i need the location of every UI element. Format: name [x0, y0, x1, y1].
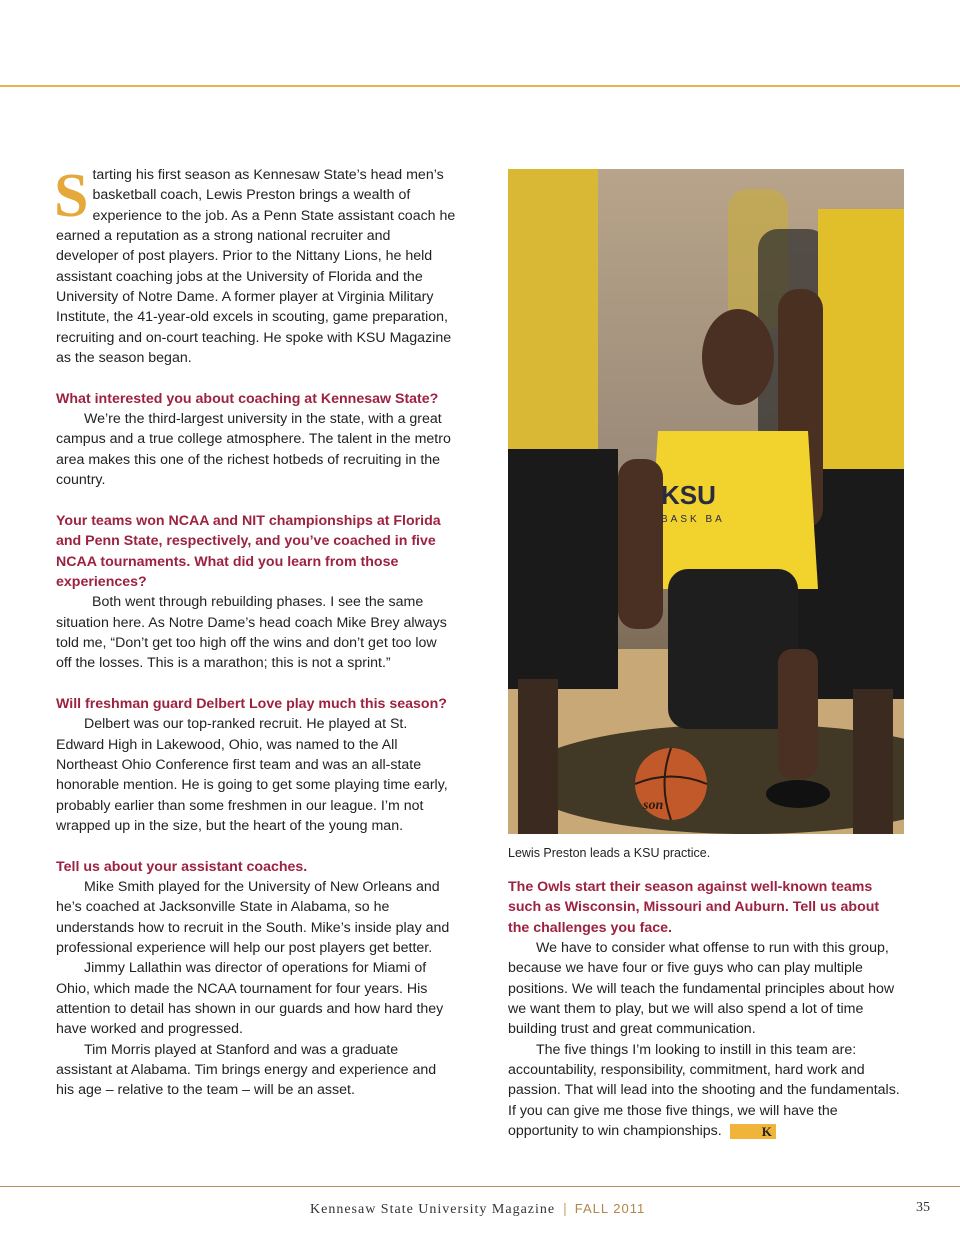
question-3: Will freshman guard Delbert Love play much this season?: [56, 695, 447, 712]
coach-photo: [508, 169, 904, 834]
issue-season: FALL 2011: [574, 1201, 646, 1216]
intro-paragraph: [54, 162, 456, 368]
question-5: The Owls start their season against well-known teams such as Wisconsin, Missouri and Auburn. Tell us about the challenges you face.: [508, 879, 880, 936]
question-4: Tell us about your assistant coaches.: [56, 858, 308, 875]
shirt-subtext: BASK BA: [661, 514, 725, 525]
answer-5a: We have to consider what offense to run with this group, because we have four or five guys who can play multiple positions. We will teach the fundamental principles about how we want them to play, but we will also spend a lot of time building trust and great communication.: [508, 940, 895, 1038]
top-rule: [0, 85, 960, 87]
answer-4a: Mike Smith played for the University of New Orleans and he’s coached at Jacksonville State in Alabama, so he understands how to recruit in the South. Mike’s inside play and professional experience will help our post players get better.: [56, 879, 450, 957]
answer-4c: Tim Morris played at Stanford and was a graduate assistant at Alabama. Tim brings energy and experience and his age – relative to the team – will be an asset.: [56, 1041, 437, 1099]
drop-cap: S: [54, 162, 89, 230]
answer-5b-text: The five things I’m looking to instill in this team are: accountability, responsibility, commitment, hard work and passion. That will lead into the shooting and the fundamentals. If you can give me those five things, we will have the opportunity to win championships.: [508, 1041, 900, 1140]
bottom-rule: [0, 1186, 960, 1187]
end-mark: K: [730, 1124, 776, 1139]
shirt-logo: KSU: [661, 480, 716, 510]
ball-brand: son: [643, 798, 664, 813]
footer: [310, 1200, 645, 1218]
answer-3: Delbert was our top-ranked recruit. He played at St. Edward High in Lakewood, Ohio, was named to the All Northeast Ohio Conference first team and was an all-state honorable mention. He is going to get some playing time early, probably earlier than some freshmen in our league. I’m not wrapped up in the size, but the heart of the young man.: [56, 716, 448, 834]
magazine-name: Kennesaw State University Magazine: [310, 1202, 556, 1217]
intro-text: tarting his first season as Kennesaw State’s head men’s basketball coach, Lewis Preston brings a wealth of experience to the job. As a Penn State assistant coach he earned a reputation as a strong national recruiter and developer of post players. Prior to the Nittany Lions, he held assistant coaching jobs at the University of Florida and the University of Notre Dame. A former player at Virginia Military Institute, the 41-year-old excels in scouting, game preparation, recruiting and on-court teaching. He spoke with KSU Magazine as the season began.: [56, 167, 456, 367]
question-2: Your teams won NCAA and NIT championships at Florida and Penn State, respectively, and you’ve coached in five NCAA tournaments. What did you learn from those experiences?: [56, 512, 441, 590]
practice-illustration: [508, 169, 904, 834]
answer-2: Both went through rebuilding phases. I see the same situation here. As Notre Dame’s head coach Mike Brey always told me, “Don’t get too high off the wins and don’t get too low off the losses. This is a marathon; this is not a sprint.”: [56, 594, 447, 672]
photo-caption: Lewis Preston leads a KSU practice.: [508, 846, 711, 860]
footer-separator: |: [563, 1200, 567, 1216]
answer-5b: [508, 1040, 904, 1142]
answer-1: We’re the third-largest university in the state, with a great campus and a true college atmosphere. The talent in the metro area makes this one of the richest hotbeds of recruiting in the country.: [56, 411, 451, 489]
left-column: [54, 162, 456, 1101]
page-number: 35: [916, 1200, 930, 1215]
right-column: [508, 877, 904, 1141]
answer-4b: Jimmy Lallathin was director of operations for Miami of Ohio, which made the NCAA tournament for four years. His attention to detail has shown in our guards and how hard they have worked and progressed.: [56, 960, 444, 1038]
question-1: What interested you about coaching at Kennesaw State?: [56, 390, 439, 407]
